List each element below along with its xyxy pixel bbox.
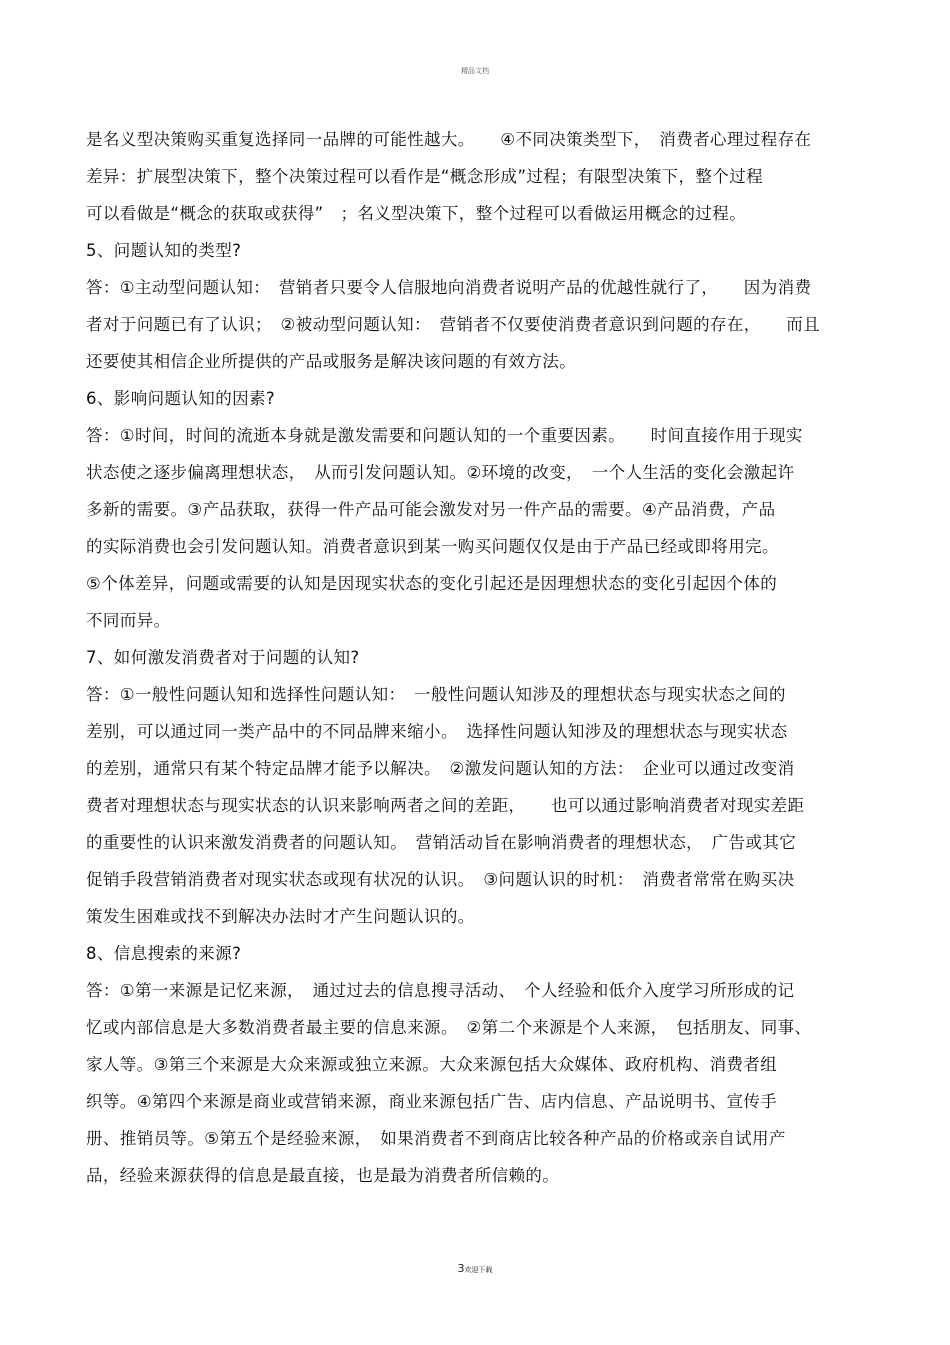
text-line: 差别，可以通过同一类产品中的不同品牌来缩小。 选择性问题认知涉及的理想状态与现实状态 [86,722,788,741]
text-line: 5、问题认知的类型? [86,241,242,260]
text-line: 答：①第一来源是记忆来源， 通过过去的信息搜寻活动、 个人经验和低介入度学习所形成的记 [86,981,795,1000]
text-line: 6、影响问题认知的因素? [86,389,276,408]
text-line: 的实际消费也会引发问题认知。消费者意识到某一购买问题仅仅是由于产品已经或即将用完。 [86,537,779,556]
text-line: 品，经验来源获得的信息是最直接，也是最为消费者所信赖的。 [86,1166,560,1185]
text-line: 多新的需要。③产品获取，获得一件产品可能会激发对另一件产品的需要。④产品消费，产品 [86,500,776,519]
text-line: ⑤个体差异，问题或需要的认知是因现实状态的变化引起还是因理想状态的变化引起因个体的 [86,574,778,593]
text-line: 状态使之逐步偏离理想状态， 从而引发问题认知。②环境的改变， 一个人生活的变化会激起许 [86,463,795,482]
text-line: 差异：扩展型决策下，整个决策过程可以看作是“概念形成”过程；有限型决策下，整个过程 [86,167,763,186]
text-line: 者对于问题已有了认识； ②被动型问题认知： 营销者不仅要使消费者意识到问题的存在， 而且 [86,315,821,334]
text-line: 册、推销员等。⑤第五个是经验来源， 如果消费者不到商店比较各种产品的价格或亲自试用产 [86,1129,786,1148]
text-line: 家人等。③第三个来源是大众来源或独立来源。大众来源包括大众媒体、政府机构、消费者组 [86,1055,778,1074]
text-line: 还要使其相信企业所提供的产品或服务是解决该问题的有效方法。 [86,352,577,371]
text-line: 策发生困难或找不到解决办法时才产生问题认识的。 [86,907,475,926]
text-line: 答：①主动型问题认知： 营销者只要令人信服地向消费者说明产品的优越性就行了， 因为消费 [86,278,812,297]
footer-text: 欢迎下载 [464,1266,493,1274]
text-line: 答：①时间，时间的流逝本身就是激发需要和问题认知的一个重要因素。 时间直接作用于现实 [86,426,803,445]
text-line: 答：①一般性问题认知和选择性问题认知： 一般性问题认知涉及的理想状态与现实状态之间的 [86,685,786,704]
text-line: 不同而异。 [86,611,171,630]
text-line: 促销手段营销消费者对现实状态或现有状况的认识。 ③问题认识的时机： 消费者常常在购买决 [86,870,795,889]
page-footer [0,1257,950,1276]
page-header: 精品文档 [461,67,489,75]
text-line: 可以看做是“概念的获取或获得” ；名义型决策下，整个过程可以看做运用概念的过程。 [86,204,747,223]
text-line: 织等。④第四个来源是商业或营销来源，商业来源包括广告、店内信息、产品说明书、宣传手 [86,1092,778,1111]
text-line: 忆或内部信息是大多数消费者最主要的信息来源。 ②第二个来源是个人来源， 包括朋友、同事、 [86,1018,812,1037]
text-line: 的差别，通常只有某个特定品牌才能予以解决。 ②激发问题认知的方法： 企业可以通过改变消 [86,759,795,778]
page-number: 3 [457,1262,465,1275]
text-line: 7、如何激发消费者对于问题的认知? [86,648,360,667]
text-line: 的重要性的认识来激发消费者的问题认知。 营销活动旨在影响消费者的理想状态， 广告或其它 [86,833,797,852]
text-line: 8、信息搜索的来源? [86,944,242,963]
text-line: 是名义型决策购买重复选择同一品牌的可能性越大。 ④不同决策类型下， 消费者心理过程存在 [86,130,812,149]
text-line: 费者对理想状态与现实状态的认识来影响两者之间的差距， 也可以通过影响消费者对现实差距 [86,796,805,815]
